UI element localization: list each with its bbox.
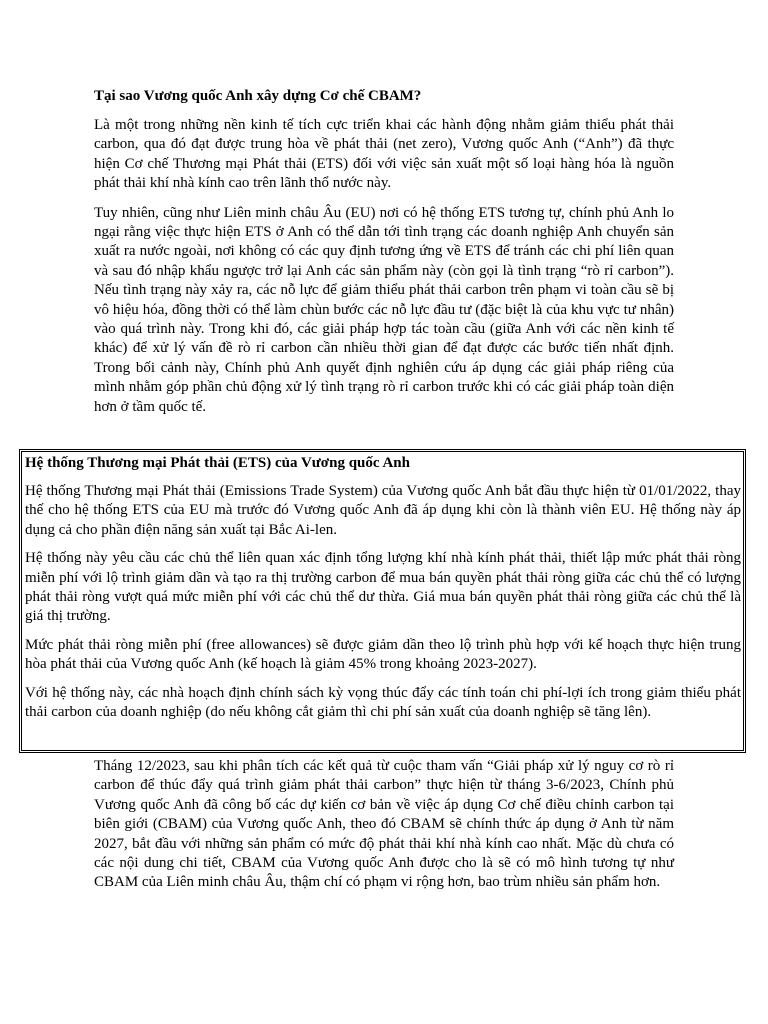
ets-box-title: Hệ thống Thương mại Phát thải (ETS) của Vương quốc Anh: [25, 455, 410, 471]
intro-paragraph-2: Tuy nhiên, cũng như Liên minh châu Âu (EU) nơi có hệ thống ETS tương tự, chính phủ Anh lo ngại rằng việc thực hiện ETS ở Anh có thể dẫn tới tình trạng các doanh nghiệp Anh chuyển sản xuất ra nước ngoài, nơi không có các quy định tương ứng về ETS để tránh các chi phí liên quan và sau đó nhập khẩu ngược trở lại Anh các sản phẩm này (còn gọi là tình trạng “rò rỉ carbon”). Nếu tình trạng này xảy ra, các nỗ lực để giảm thiểu phát thải carbon trên phạm vi toàn cầu sẽ bị vô hiệu hóa, đồng thời có thể làm chùn bước các nỗ lực đầu tư (đặc biệt là của khu vực tư nhân) vào quá trình này. Trong khi đó, các giải pháp hợp tác toàn cầu (giữa Anh với các nền kinh tế khác) để xử lý vấn đề rò rỉ carbon cần nhiều thời gian để đạt được các bước tiến nhất định. Trong bối cảnh này, Chính phủ Anh quyết định nghiên cứu áp dụng các giải pháp riêng của mình nhằm góp phần chủ động xử lý tình trạng rò rỉ carbon trước khi có các giải pháp toàn diện hơn ở tầm quốc tế.: [94, 204, 674, 415]
ets-box-paragraph-3: Mức phát thải ròng miễn phí (free allowances) sẽ được giảm dần theo lộ trình phù hợp với kế hoạch thực hiện trung hòa phát thải của Vương quốc Anh (kế hoạch là giảm 45% trong khoảng 2023-2027).: [25, 636, 741, 673]
ets-box-paragraph-2: Hệ thống này yêu cầu các chủ thể liên quan xác định tổng lượng khí nhà kính phát thải, thiết lập mức phát thải ròng miễn phí với lộ trình giảm dần và tạo ra thị trường carbon để mua bán quyền phát thải ròng giữa các chủ thể có lượng phát thải ròng vượt quá mức miễn phí với các chủ thể dư thừa. Giá mua bán quyền phát thải ròng giữa các chủ thể là giá thị trường.: [25, 550, 741, 625]
intro-paragraph-1: Là một trong những nền kinh tế tích cực triển khai các hành động nhằm giảm thiểu phát thải carbon, qua đó đạt được trung hòa về phát thải (net zero), Vương quốc Anh (“Anh”) đã thực hiện Cơ chế Thương mại Phát thải (ETS) đối với việc sản xuất một số loại hàng hóa là nguồn phát thải khí nhà kính cao trên lãnh thổ nước này.: [94, 117, 674, 192]
ets-info-box: [19, 449, 746, 753]
cbam-announcement-paragraph: Tháng 12/2023, sau khi phân tích các kết quả từ cuộc tham vấn “Giải pháp xử lý nguy cơ rò rỉ carbon để thúc đẩy quá trình giảm phát thải carbon” thực hiện từ tháng 3-6/2023, Chính phủ Vương quốc Anh đã công bố các dự kiến cơ bản về việc áp dụng Cơ chế điều chỉnh carbon tại biên giới (CBAM) của Vương quốc Anh, theo đó CBAM sẽ chính thức áp dụng ở Anh từ năm 2027, bắt đầu với những sản phẩm có mức độ phát thải khí nhà kính cao nhất. Mặc dù chưa có các nội dung chi tiết, CBAM của Vương quốc Anh được cho là sẽ có mô hình tương tự như CBAM của Liên minh châu Âu, thậm chí có phạm vi rộng hơn, bao trùm nhiều sản phẩm hơn.: [94, 758, 674, 891]
ets-box-paragraph-4: Với hệ thống này, các nhà hoạch định chính sách kỳ vọng thúc đẩy các tính toán chi phí-lợi ích trong giảm thiểu phát thải carbon của doanh nghiệp (do nếu không cắt giảm thì chi phí sản xuất của doanh nghiệp sẽ tăng lên).: [25, 684, 741, 721]
cbam-announcement-section: [94, 757, 674, 893]
intro-section: [94, 86, 674, 427]
ets-box-paragraph-1: Hệ thống Thương mại Phát thải (Emissions Trade System) của Vương quốc Anh bắt đầu thực hiện từ 01/01/2022, thay thế cho hệ thống ETS của EU mà trước đó Vương quốc Anh đã áp dụng khi còn là thành viên EU. Hệ thống này áp dụng cả cho phần điện năng sản xuất tại Bắc Ai-len.: [25, 483, 741, 538]
section-heading: Tại sao Vương quốc Anh xây dựng Cơ chế CBAM?: [94, 88, 422, 104]
